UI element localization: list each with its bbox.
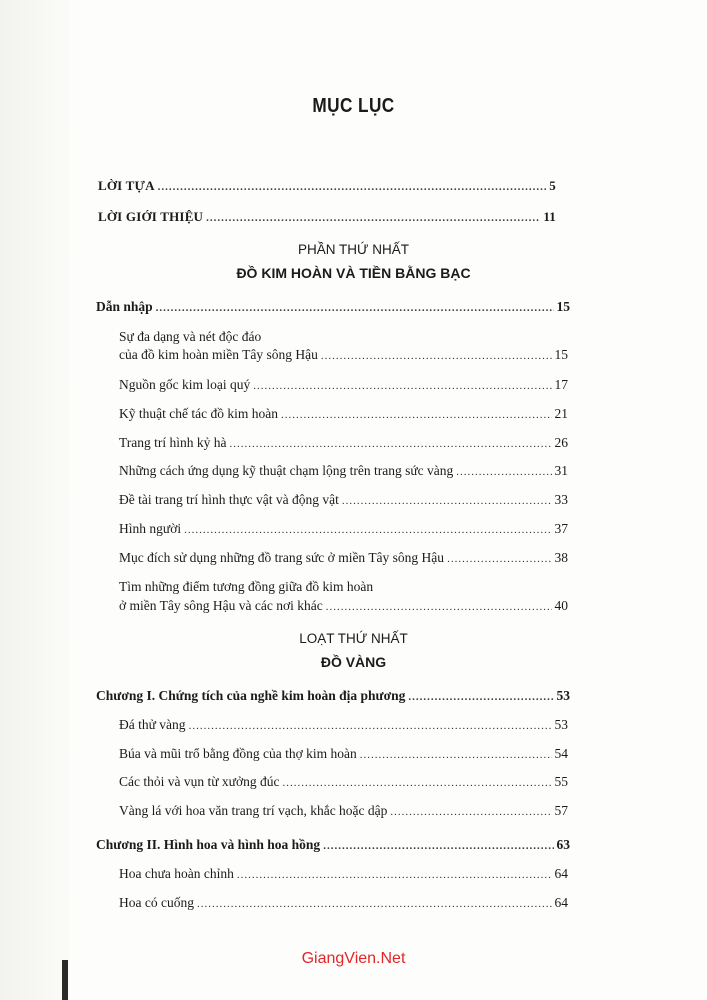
- toc-entry-page: 53: [554, 717, 568, 732]
- toc-entry-label: Đá thử vàng: [119, 717, 186, 732]
- dot-leader: [281, 407, 552, 423]
- toc-entry-chapter2[interactable]: [96, 837, 570, 854]
- toc-entry-page: 63: [556, 837, 570, 852]
- toc-entry-page: 54: [554, 746, 568, 761]
- toc-entry-page: 21: [554, 406, 568, 421]
- toc-entry[interactable]: [119, 435, 568, 452]
- toc-entry-chapter1[interactable]: [96, 688, 570, 705]
- dot-leader: [447, 551, 551, 567]
- dot-leader: [189, 718, 552, 734]
- toc-entry-label: Trang trí hình kỷ hà: [119, 435, 227, 450]
- dot-leader: [321, 348, 552, 364]
- toc-entry-label: Dẫn nhập: [96, 299, 153, 314]
- toc-entry-label: Hình người: [119, 521, 182, 536]
- toc-entry-label: LỜI GIỚI THIỆU: [98, 209, 204, 224]
- toc-entry-page: 64: [554, 895, 568, 910]
- toc-entry-page: 11: [543, 209, 556, 224]
- toc-entry-page: 40: [554, 598, 568, 613]
- toc-entry-preface[interactable]: [98, 178, 556, 195]
- toc-entry-label: Nguồn gốc kim loại quý: [119, 377, 251, 392]
- toc-entry-page: 53: [556, 688, 570, 703]
- toc-entry[interactable]: [119, 406, 568, 423]
- toc-entry-page: 15: [556, 299, 570, 314]
- toc-entry[interactable]: [119, 803, 568, 820]
- toc-entry[interactable]: [119, 492, 568, 509]
- toc-entry[interactable]: [119, 866, 568, 883]
- toc-entry[interactable]: [119, 550, 568, 567]
- toc-entry[interactable]: [119, 598, 568, 615]
- toc-entry-label: Những cách ứng dụng kỹ thuật chạm lộng trên trang sức vàng: [119, 463, 454, 478]
- series-title: ĐỒ VÀNG: [320, 654, 387, 670]
- toc-entry-page: 38: [554, 550, 568, 565]
- toc-entry[interactable]: [119, 774, 568, 791]
- toc-entry-page: 64: [554, 866, 568, 881]
- toc-entry-label: Đề tài trang trí hình thực vật và động vật: [119, 492, 339, 507]
- toc-entry-label: Chương II. Hình hoa và hình hoa hồng: [96, 837, 321, 852]
- toc-entry-label: Vàng lá với hoa văn trang trí vạch, khắc hoặc dập: [119, 803, 388, 818]
- toc-entry-label: Búa và mũi trổ bằng đồng của thợ kim hoàn: [119, 746, 357, 761]
- dot-leader: [326, 599, 552, 615]
- series-label: LOẠT THỨ NHẤT: [299, 631, 408, 646]
- toc-entry-label: Các thỏi và vụn từ xưởng đúc: [119, 774, 280, 789]
- dot-leader: [237, 867, 552, 883]
- toc-entry-label: Hoa có cuống: [119, 895, 194, 910]
- toc-entry-label: Mục đích sử dụng những đồ trang sức ở miền Tây sông Hậu: [119, 550, 445, 565]
- toc-entry-page: 31: [554, 463, 568, 478]
- page-left-edge: [0, 0, 70, 1000]
- toc-entry[interactable]: [119, 347, 568, 364]
- dot-leader: [408, 689, 553, 705]
- toc-entry-page: 37: [554, 521, 568, 536]
- toc-entry[interactable]: [119, 895, 568, 912]
- dot-leader: [206, 210, 540, 226]
- dot-leader: [184, 522, 551, 538]
- toc-entry-page: 55: [554, 774, 568, 789]
- toc-entry-page: 17: [554, 377, 568, 392]
- dot-leader: [253, 378, 551, 394]
- dot-leader: [323, 838, 553, 854]
- dot-leader: [283, 775, 552, 791]
- toc-entry-label: Kỹ thuật chế tác đồ kim hoàn: [119, 406, 278, 421]
- toc-entry-page: 33: [554, 492, 568, 507]
- part-label: PHẦN THỨ NHẤT: [297, 242, 410, 257]
- toc-entry-label: của đồ kim hoàn miền Tây sông Hậu: [119, 347, 318, 362]
- dot-leader: [342, 493, 552, 509]
- toc-entry[interactable]: [119, 746, 568, 763]
- part-title: ĐỒ KIM HOÀN VÀ TIỀN BẰNG BẠC: [236, 265, 471, 281]
- toc-entry-intro[interactable]: [96, 299, 570, 316]
- toc-entry-line1: Sự đa dạng và nét độc đáo: [119, 329, 262, 344]
- dot-leader: [390, 804, 551, 820]
- toc-entry-label: LỜI TỰA: [98, 178, 155, 193]
- toc-entry[interactable]: [119, 463, 568, 480]
- watermark: GiangVien.Net: [301, 950, 406, 967]
- toc-entry-line1: Tìm những điểm tương đồng giữa đồ kim hoàn: [119, 579, 374, 594]
- dot-leader: [158, 179, 547, 195]
- toc-entry-label: ở miền Tây sông Hậu và các nơi khác: [119, 598, 323, 613]
- toc-entry[interactable]: [119, 521, 568, 538]
- dot-leader: [230, 436, 552, 452]
- dot-leader: [360, 747, 552, 763]
- toc-entry-label: Hoa chưa hoàn chỉnh: [119, 866, 234, 881]
- toc-entry[interactable]: [119, 377, 568, 394]
- toc-entry-page: 57: [554, 803, 568, 818]
- toc-entry-page: 26: [554, 435, 568, 450]
- dot-leader: [156, 300, 554, 316]
- toc-entry-page: 5: [549, 178, 556, 193]
- toc-entry[interactable]: [119, 717, 568, 734]
- toc-entry-label: Chương I. Chứng tích của nghề kim hoàn địa phương: [96, 688, 406, 703]
- dot-leader: [456, 464, 551, 480]
- toc-entry-page: 15: [554, 347, 568, 362]
- dot-leader: [197, 896, 552, 912]
- page-title: MỤC LỤC: [312, 95, 395, 117]
- toc-entry-introduction[interactable]: [98, 209, 556, 226]
